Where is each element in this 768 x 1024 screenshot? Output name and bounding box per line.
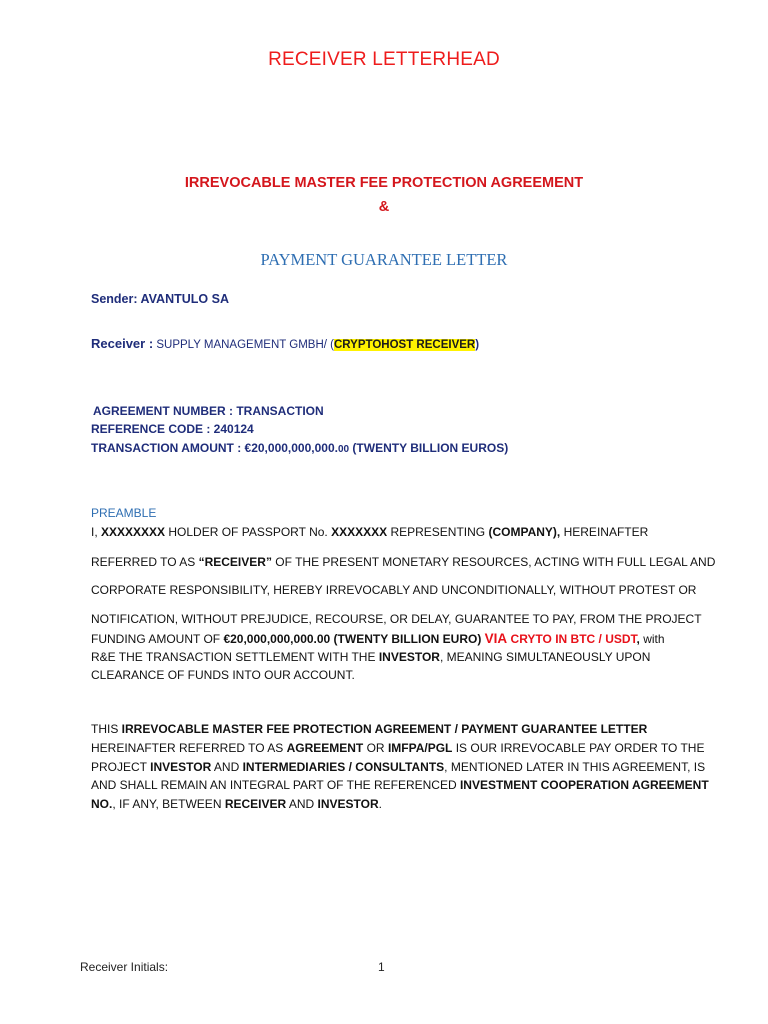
- agreement-name: IRREVOCABLE MASTER FEE PROTECTION AGREEMENT / PAYMENT GUARANTEE LETTER: [121, 722, 648, 736]
- letterhead-title: RECEIVER LETTERHEAD: [268, 49, 500, 70]
- preamble-line-2: [91, 555, 715, 569]
- text-span: AND: [286, 797, 318, 811]
- text-span: PROJECT: [91, 760, 151, 774]
- paragraph2-line-3: [91, 760, 705, 774]
- preamble-line-3: CORPORATE RESPONSIBILITY, HEREBY IRREVOCABLY AND UNCONDITIONALLY, WITHOUT PROTEST OR: [91, 583, 697, 597]
- paragraph2-line-2: [91, 741, 704, 755]
- receiver-highlight: CRYPTOHOST RECEIVER: [334, 339, 476, 351]
- investor-term: INVESTOR: [317, 797, 379, 811]
- agreement-number: AGREEMENT NUMBER : TRANSACTION: [93, 404, 324, 418]
- investment-agreement-term: INVESTMENT COOPERATION AGREEMENT: [459, 778, 709, 792]
- number-term: NO.: [91, 797, 113, 811]
- receiver-term: RECEIVER: [224, 797, 287, 811]
- preamble-line-6: [91, 650, 650, 664]
- investor-term: INVESTOR: [150, 760, 212, 774]
- guarantee-letter-title: PAYMENT GUARANTEE LETTER: [260, 250, 508, 269]
- text-span: HEREINAFTER: [560, 525, 649, 539]
- preamble-line-5: [91, 631, 665, 646]
- text-span: .: [378, 797, 382, 811]
- text-span: REPRESENTING: [387, 525, 489, 539]
- title-ampersand: &: [378, 199, 390, 215]
- imfpa-term: IMFPA/PGL: [387, 741, 453, 755]
- text-span: OF THE PRESENT MONETARY RESOURCES, ACTING WITH FULL LEGAL AND: [271, 555, 716, 569]
- company-placeholder: (COMPANY),: [488, 525, 561, 539]
- crypto-method: CRYTO IN BTC / USDT: [507, 632, 637, 646]
- text-span: IS OUR IRREVOCABLE PAY ORDER TO THE: [452, 741, 705, 755]
- text-span: OR: [363, 741, 388, 755]
- preamble-line-1: [91, 525, 648, 539]
- text-span: THIS: [91, 722, 122, 736]
- intermediaries-term: INTERMEDIARIES / CONSULTANTS: [242, 760, 445, 774]
- text-span: REFERRED TO AS: [91, 555, 199, 569]
- text-span: AND SHALL REMAIN AN INTEGRAL PART OF THE REFERENCED: [91, 778, 460, 792]
- receiver-term: “RECEIVER”: [198, 555, 272, 569]
- preamble-line-7: CLEARANCE OF FUNDS INTO OUR ACCOUNT.: [91, 668, 355, 682]
- text-span: HOLDER OF PASSPORT No.: [165, 525, 332, 539]
- paragraph2-line-5: [91, 797, 382, 811]
- agreement-title: IRREVOCABLE MASTER FEE PROTECTION AGREEMENT: [184, 175, 584, 191]
- text-span: with: [639, 632, 665, 646]
- amount-words: (TWENTY BILLION EUROS): [349, 441, 509, 455]
- text-span: FUNDING AMOUNT OF: [91, 632, 224, 646]
- page-number: 1: [378, 960, 385, 974]
- text-span: , MENTIONED LATER IN THIS AGREEMENT, IS: [444, 760, 706, 774]
- text-span: ,: [636, 632, 640, 646]
- preamble-line-4: NOTIFICATION, WITHOUT PREJUDICE, RECOURSE, OR DELAY, GUARANTEE TO PAY, FROM THE PROJECT: [91, 612, 702, 626]
- paragraph2-line-4: [91, 778, 709, 792]
- receiver-line: [91, 336, 479, 351]
- text-span: R&E THE TRANSACTION SETTLEMENT WITH THE: [91, 650, 379, 664]
- receiver-close: ): [475, 339, 480, 351]
- amount-main: TRANSACTION AMOUNT : €20,000,000,000.: [91, 441, 338, 455]
- text-span: I,: [91, 525, 102, 539]
- text-span: AND: [211, 760, 243, 774]
- text-span: HEREINAFTER REFERRED TO AS: [91, 741, 287, 755]
- text-span: , MEANING SIMULTANEOUSLY UPON: [439, 650, 651, 664]
- agreement-term: AGREEMENT: [286, 741, 364, 755]
- funding-amount: €20,000,000,000.00 (TWENTY BILLION EURO): [223, 632, 485, 646]
- paragraph2-line-1: [91, 722, 647, 736]
- via-text: VIA: [484, 631, 508, 646]
- amount-cents: 00: [337, 444, 350, 455]
- passport-placeholder: XXXXXXX: [331, 525, 388, 539]
- receiver-label: Receiver :: [91, 336, 154, 351]
- sender-line: Sender: AVANTULO SA: [91, 292, 229, 306]
- receiver-name: SUPPLY MANAGEMENT GMBH/ (: [153, 339, 334, 351]
- text-span: , IF ANY, BETWEEN: [112, 797, 225, 811]
- name-placeholder: XXXXXXXX: [101, 525, 166, 539]
- receiver-initials-label: Receiver Initials:: [80, 960, 169, 974]
- reference-code: REFERENCE CODE : 240124: [91, 422, 254, 436]
- investor-term: INVESTOR: [378, 650, 440, 664]
- preamble-heading: PREAMBLE: [91, 506, 157, 520]
- transaction-amount: [91, 441, 508, 455]
